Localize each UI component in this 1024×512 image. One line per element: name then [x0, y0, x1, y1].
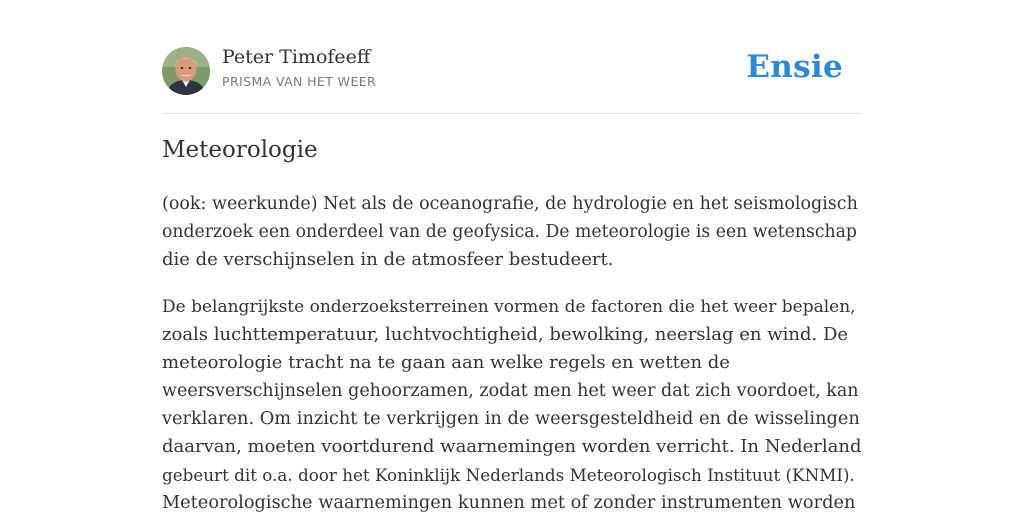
- paragraph-line: meteorologie tracht na te gaan aan welke regels en wetten de: [162, 352, 730, 373]
- article-paragraph: [162, 293, 862, 512]
- paragraph-line: verklaren. Om inzicht te verkrijgen in de weersgesteldheid en de wisselingen: [162, 409, 860, 429]
- header-divider: [162, 113, 862, 114]
- article-body: [162, 190, 862, 512]
- article-header: [162, 46, 862, 96]
- book-title[interactable]: PRISMA VAN HET WEER: [222, 74, 377, 89]
- article-title: Meteorologie: [162, 137, 318, 163]
- paragraph-line: gebeurt dit o.a. door het Koninklijk Nederlands Meteorologisch Instituut (KNMI).: [162, 465, 855, 485]
- paragraph-line: weersverschijnselen gehoorzamen, zodat men het weer dat zich voordoet, kan: [162, 381, 859, 401]
- paragraph-line: die de verschijnselen in de atmosfeer bestudeert.: [162, 249, 614, 270]
- article-paragraph: [162, 190, 862, 274]
- paragraph-line: (ook: weerkunde) Net als de oceanografie, de hydrologie en het seismologisch: [162, 194, 858, 214]
- author-name[interactable]: Peter Timofeeff: [222, 46, 371, 68]
- author-avatar[interactable]: [162, 47, 210, 95]
- paragraph-line: daarvan, moeten voortdurend waarnemingen worden verricht. In Nederland: [162, 436, 862, 457]
- avatar-portrait-icon: [162, 47, 210, 95]
- ensie-logo[interactable]: Ensie: [746, 49, 843, 85]
- paragraph-line: De belangrijkste onderzoeksterreinen vormen de factoren die het weer bepalen,: [162, 297, 856, 317]
- paragraph-line: Meteorologische waarnemingen kunnen met of zonder instrumenten worden: [162, 493, 856, 512]
- paragraph-line: onderzoek een onderdeel van de geofysica. De meteorologie is een wetenschap: [162, 222, 857, 242]
- paragraph-line: zoals luchttemperatuur, luchtvochtigheid, bewolking, neerslag en wind. De: [162, 324, 849, 345]
